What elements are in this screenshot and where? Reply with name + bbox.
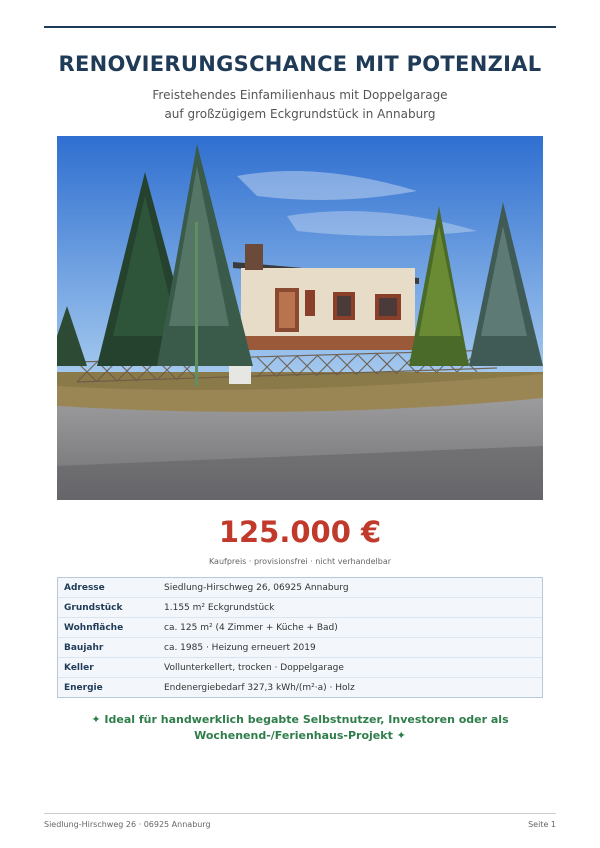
table-row [58,598,542,618]
fact-value: Endenergiebedarf 327,3 kWh/(m²·a) · Holz [158,678,542,698]
footer-rule [44,813,556,814]
highlight-text [60,712,540,744]
table-row [58,638,542,658]
price-note: Kaufpreis · provisionsfrei · nicht verhandelbar [208,557,392,566]
fact-value: Vollunterkellert, trocken · Doppelgarage [158,658,542,678]
facts-table [57,577,543,698]
page-title: RENOVIERUNGSCHANCE MIT POTENZIAL [58,52,542,76]
fact-label: Grundstück [58,598,158,618]
fact-value: ca. 1985 · Heizung erneuert 2019 [158,638,542,658]
fact-value: Siedlung-Hirschweg 26, 06925 Annaburg [164,582,349,593]
fact-label: Wohnfläche [58,618,158,638]
page-number: Seite 1 [528,820,556,829]
fact-label: Adresse [64,582,105,593]
fact-label: Keller [58,658,158,678]
fact-label: Energie [58,678,158,698]
table-row [58,618,542,638]
table-row [58,578,542,598]
house-photo-illustration [57,136,543,500]
subtitle-line-1: Freistehendes Einfamilienhaus mit Doppelgarage [152,88,448,102]
table-row [58,678,542,698]
price-value: 125.000 € [218,515,382,549]
page-subtitle [0,86,600,124]
house-photo [57,136,543,500]
footer-address: Siedlung-Hirschweg 26 · 06925 Annaburg [44,820,211,829]
highlight-line-2: Wochenend-/Ferienhaus-Projekt ✦ [194,729,406,742]
fact-value: ca. 125 m² (4 Zimmer + Küche + Bad) [158,618,542,638]
fact-value: 1.155 m² Eckgrundstück [158,598,542,618]
highlight-line-1: ✦ Ideal für handwerklich begabte Selbstnutzer, Investoren oder als [91,713,509,726]
top-rule [44,26,556,28]
fact-label: Baujahr [58,638,158,658]
table-row [58,658,542,678]
subtitle-line-2: auf großzügigem Eckgrundstück in Annaburg [164,107,436,121]
